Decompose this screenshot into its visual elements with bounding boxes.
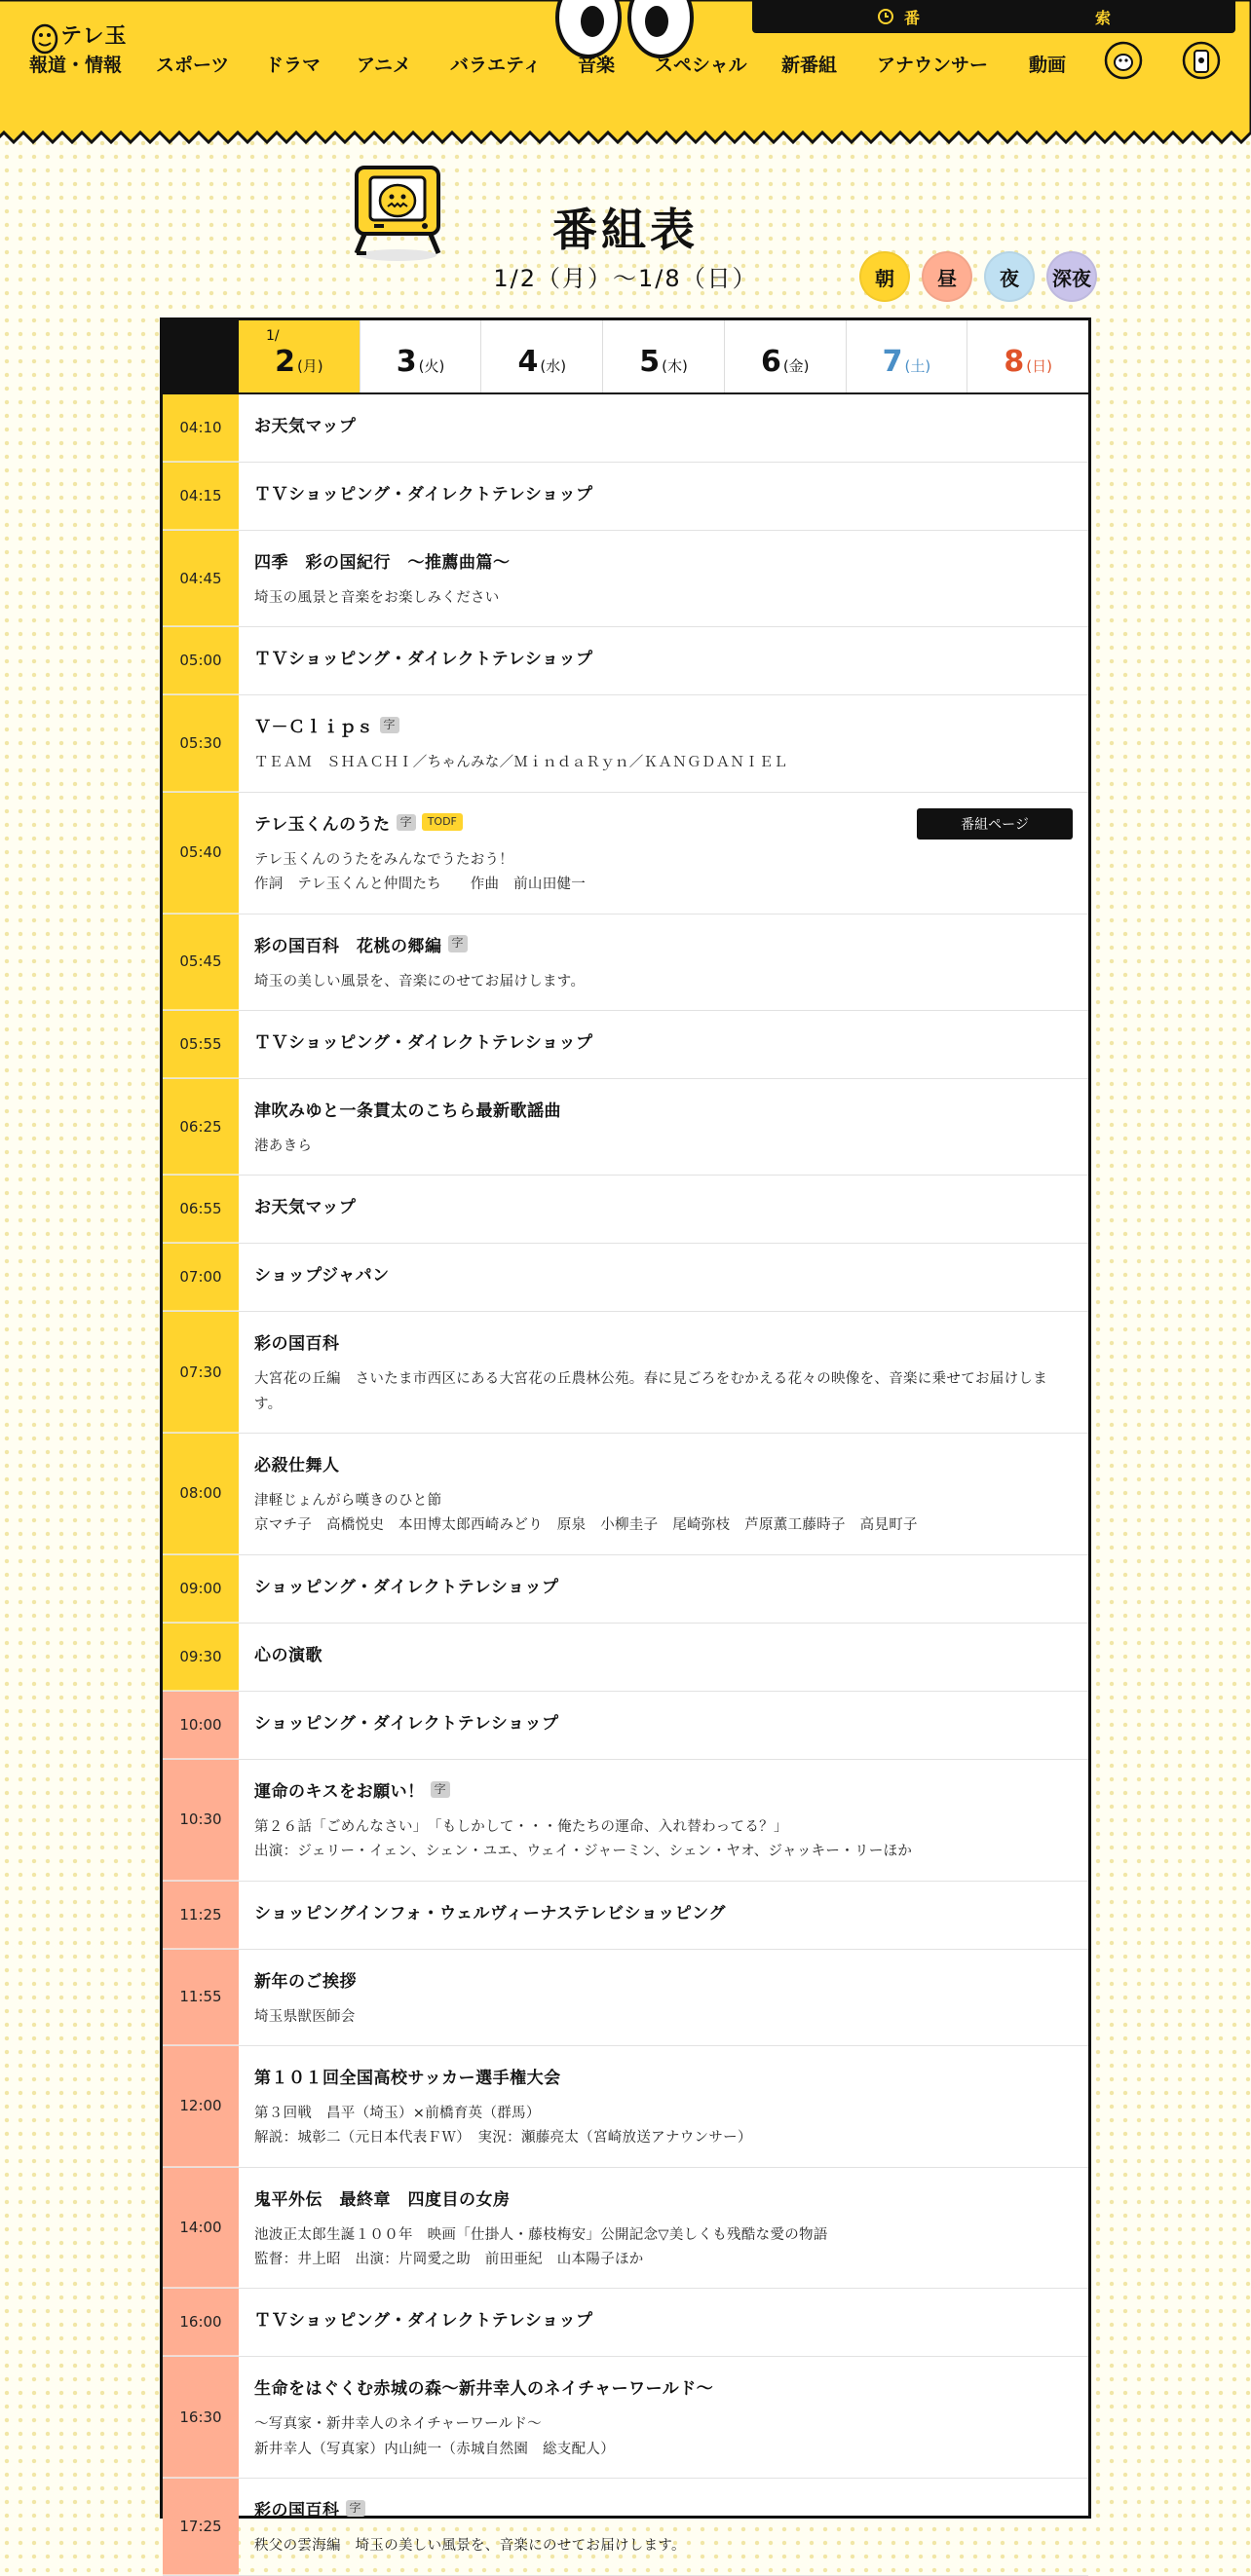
nav-special[interactable]: スペシャル: [655, 55, 747, 76]
program-body: [239, 1244, 1088, 1311]
program-row[interactable]: [163, 1244, 1088, 1312]
day-number: 3: [396, 345, 417, 379]
program-title-line: [254, 1641, 1073, 1665]
program-row[interactable]: [163, 2357, 1088, 2479]
day-weekday: (火): [418, 357, 445, 375]
program-body: [239, 1312, 1088, 1433]
program-title[interactable]: 津吹みゆと一条貫太のこちら最新歌謡曲: [254, 1101, 561, 1121]
day-number: 7: [882, 345, 903, 379]
program-time: 11:25: [163, 1882, 239, 1949]
program-description-line: 埼玉の風景と音楽をお楽しみください: [254, 590, 500, 606]
program-description: [254, 2102, 1073, 2151]
program-description-line: 監督：井上昭 出演：片岡愛之助 前田亜紀 山本陽子ほか: [254, 2252, 644, 2267]
program-description-line: ～写真家・新井幸人のネイチャーワールド～: [254, 2416, 542, 2433]
program-description: [254, 1135, 1073, 1159]
utility-bar: [752, 0, 1235, 33]
program-description-line: 解説：城彰二（元日本代表ＦＷ） 実況：瀬藤亮太（宮崎放送アナウンサー）: [254, 2130, 752, 2147]
mascot-badge-icon[interactable]: [1102, 39, 1145, 82]
program-row[interactable]: [163, 1624, 1088, 1692]
day-tab-6[interactable]: [724, 320, 846, 392]
program-title-line: [254, 1573, 1073, 1597]
nav-announcers[interactable]: アナウンサー: [877, 55, 989, 76]
schedule-link[interactable]: [877, 6, 920, 28]
logo-text: テレ玉: [60, 24, 128, 49]
program-description: [254, 1815, 1073, 1865]
day-weekday: (木): [662, 357, 688, 375]
program-description-line: 第３回戦 昌平（埼玉）×前橋育英（群馬）: [254, 2105, 541, 2121]
program-description-line: ＴＥＡＭ ＳＨＡＣＨＩ／ちゃんみな／ＭｉｎｄａＲｙｎ／ＫＡＮＧＤＡＮＩＥＬ: [254, 755, 788, 771]
program-row[interactable]: [163, 627, 1088, 695]
page-title: 番組表: [552, 204, 699, 256]
program-time: 10:30: [163, 1760, 239, 1881]
program-body: [239, 1079, 1088, 1175]
program-description-line: 大宮花の丘編 さいたま市西区にある大宮花の丘農林公苑。春に見ごろをむかえる花々の映像を、音楽に乗せてお届けします。: [254, 1371, 1047, 1412]
program-row[interactable]: [163, 793, 1088, 915]
program-body: [239, 1011, 1088, 1078]
program-description-line: 出演：ジェリー・イェン、シェン・ユエ、ウェイ・ジャーミン、シェン・ヤオ、ジャッキー・リーほか: [254, 1844, 913, 1860]
program-title-line: [254, 1261, 1073, 1286]
program-title-line: [254, 713, 1073, 737]
program-row[interactable]: [163, 1079, 1088, 1176]
program-body: [239, 531, 1088, 626]
program-description: [254, 970, 1073, 994]
program-title-line: [254, 2374, 1073, 2399]
main-nav: [0, 51, 1251, 86]
program-row[interactable]: [163, 2289, 1088, 2357]
site-header: [0, 0, 1251, 146]
program-title[interactable]: 彩の国百科: [254, 2501, 340, 2521]
subtitle-badge: 字: [431, 1781, 450, 1798]
program-description: [254, 751, 1073, 775]
program-title-line: [254, 1967, 1073, 1992]
program-title[interactable]: 心の演歌: [254, 1645, 322, 1665]
program-description-line: 埼玉県獣医師会: [254, 2008, 356, 2025]
day-weekday: (金): [782, 357, 810, 375]
program-body: [239, 1176, 1088, 1243]
program-description: [254, 586, 1073, 611]
subtitle-badge: 字: [448, 935, 468, 952]
program-time: 05:55: [163, 1011, 239, 1078]
program-title-line: [254, 480, 1073, 504]
program-title[interactable]: お天気マップ: [254, 417, 357, 436]
period-daytime-button[interactable]: 昼: [922, 251, 972, 302]
program-body: [239, 1624, 1088, 1691]
program-description: [254, 848, 1073, 898]
period-late-night-button[interactable]: 深夜: [1046, 251, 1097, 302]
day-month: 1/: [266, 328, 280, 344]
program-row[interactable]: [163, 1950, 1088, 2046]
program-time: 09:00: [163, 1555, 239, 1623]
program-description-line: 第２６話「ごめんなさい」 「もしかして・・・俺たちの運命、入れ替わってる？」: [254, 1818, 788, 1835]
program-title[interactable]: ショップジャパン: [254, 1266, 390, 1287]
program-row[interactable]: [163, 1434, 1088, 1555]
program-title[interactable]: 運命のキスをお願い！: [254, 1781, 425, 1802]
program-time: 06:25: [163, 1079, 239, 1175]
period-morning-button[interactable]: 朝: [859, 251, 910, 302]
program-title[interactable]: 第１０１回全国高校サッカー選手権大会: [254, 2068, 561, 2088]
program-title[interactable]: ＴＶショッピング・ダイレクトテレショップ: [254, 650, 593, 670]
program-time: 04:15: [163, 463, 239, 530]
day-tab-4[interactable]: [480, 320, 602, 392]
program-title[interactable]: ＴＶショッピング・ダイレクトテレショップ: [254, 2311, 593, 2332]
program-body: [239, 915, 1088, 1010]
day-number: 2: [275, 345, 295, 379]
program-description: [254, 2534, 1073, 2558]
nav-news[interactable]: 報道・情報: [29, 55, 123, 76]
program-time: 14:00: [163, 2168, 239, 2289]
program-time: 11:55: [163, 1950, 239, 2045]
program-time: 17:25: [163, 2479, 239, 2574]
program-title-line: [254, 1193, 1073, 1217]
program-time: 16:30: [163, 2357, 239, 2478]
day-tab-5[interactable]: [602, 320, 724, 392]
program-description-line: 新井幸人（写真家）内山純一（赤城自然園 総支配人）: [254, 2441, 615, 2457]
nav-video[interactable]: 動画: [1029, 55, 1067, 76]
program-row[interactable]: [163, 1555, 1088, 1624]
program-description: [254, 2005, 1073, 2030]
program-time: 12:00: [163, 2046, 239, 2167]
program-row[interactable]: [163, 2046, 1088, 2168]
program-description: [254, 1367, 1073, 1417]
program-row[interactable]: [163, 1882, 1088, 1950]
program-description: [254, 2223, 1073, 2273]
program-body: [239, 463, 1088, 530]
nav-anime[interactable]: アニメ: [357, 55, 412, 76]
date-range: 1/2（月）〜1/8（日）: [493, 265, 758, 292]
program-time: 06:55: [163, 1176, 239, 1243]
program-row[interactable]: [163, 531, 1088, 627]
program-title[interactable]: 必殺仕舞人: [254, 1456, 340, 1475]
program-time: 05:30: [163, 695, 239, 791]
schedule-link-label: 番: [903, 8, 920, 27]
day-tabs-corner: [163, 320, 239, 392]
day-tab-3[interactable]: [360, 320, 481, 392]
program-time: 07:30: [163, 1312, 239, 1433]
subtitle-badge: 字: [346, 2500, 365, 2517]
program-body: [239, 2046, 1088, 2167]
todf-badge: TODF: [422, 813, 463, 831]
program-title-line: [254, 1329, 1073, 1354]
program-time: 04:45: [163, 531, 239, 626]
program-time: 05:00: [163, 627, 239, 694]
program-title[interactable]: 新年のご挨拶: [254, 1971, 357, 1992]
program-time: 16:00: [163, 2289, 239, 2356]
search-link-label: 索: [1095, 8, 1112, 27]
day-weekday: (月): [296, 357, 323, 375]
program-body: [239, 2289, 1088, 2356]
program-time: 09:30: [163, 1624, 239, 1691]
program-title-line: [254, 645, 1073, 669]
mascot-eyes-icon: [551, 0, 698, 58]
day-number: 5: [639, 345, 661, 379]
program-title[interactable]: ショッピング・ダイレクトテレショップ: [254, 1577, 559, 1597]
search-link[interactable]: [1095, 6, 1111, 28]
program-title[interactable]: 彩の国百科 花桃の郷編: [254, 936, 442, 956]
program-title[interactable]: Ｖ－Ｃｌｉｐｓ: [254, 718, 374, 738]
program-body: [239, 394, 1088, 462]
nav-sports[interactable]: スポーツ: [156, 55, 230, 76]
program-list: [163, 394, 1088, 2576]
program-row[interactable]: [163, 915, 1088, 1011]
program-title[interactable]: 彩の国百科: [254, 1334, 340, 1355]
period-night-button[interactable]: 夜: [984, 251, 1035, 302]
program-row[interactable]: [163, 463, 1088, 531]
program-title-line: [254, 932, 1073, 956]
app-badge-icon[interactable]: [1180, 39, 1223, 82]
program-body: [239, 1692, 1088, 1759]
program-title[interactable]: ＴＶショッピング・ダイレクトテレショップ: [254, 1032, 593, 1053]
program-title[interactable]: ＴＶショッピング・ダイレクトテレショップ: [254, 485, 593, 504]
nav-music[interactable]: 音楽: [578, 55, 616, 76]
program-time: 07:00: [163, 1244, 239, 1311]
day-tab-2[interactable]: [239, 320, 360, 392]
program-body: [239, 1950, 1088, 2045]
program-title[interactable]: 生命をはぐくむ赤城の森～新井幸人のネイチャーワールド～: [254, 2379, 714, 2400]
program-title-line: [254, 1028, 1073, 1053]
nav-variety[interactable]: バラエティ: [450, 55, 542, 76]
program-description-line: 作詞 テレ玉くんと仲間たち 作曲 前山田健一: [254, 877, 587, 893]
program-body: [239, 627, 1088, 694]
program-description: [254, 1489, 1073, 1539]
program-row[interactable]: [163, 1011, 1088, 1079]
program-body: [239, 1434, 1088, 1554]
day-weekday: (日): [1026, 357, 1052, 375]
program-description-line: テレ玉くんのうたをみんなでうたおう！: [254, 851, 514, 868]
program-row[interactable]: [163, 2168, 1088, 2290]
day-tab-7[interactable]: [846, 320, 967, 392]
program-title-line: [254, 1709, 1073, 1734]
schedule-table: [160, 317, 1091, 2555]
program-body: [239, 695, 1088, 791]
program-description-line: 池波正太郎生誕１００年 映画「仕掛人・藤枝梅安」公開記念▽美しくも残酷な愛の物語: [254, 2226, 828, 2243]
program-title-line: [254, 1097, 1073, 1121]
day-weekday: (水): [540, 357, 567, 375]
program-row[interactable]: [163, 394, 1088, 463]
program-body: [239, 1760, 1088, 1881]
program-title-line: [254, 1777, 1073, 1802]
program-body: [239, 2357, 1088, 2478]
program-title[interactable]: 鬼平外伝 最終章 四度目の女房: [254, 2189, 511, 2210]
program-title-line: [254, 1451, 1073, 1475]
program-row[interactable]: [163, 695, 1088, 792]
program-description-line: 津軽じょんがら嘆きのひと節: [254, 1493, 442, 1509]
program-time: 10:00: [163, 1692, 239, 1759]
program-description: [254, 2412, 1073, 2462]
program-title-line: [254, 412, 1073, 436]
program-row[interactable]: [163, 1312, 1088, 1434]
program-time: 08:00: [163, 1434, 239, 1554]
program-time: 05:45: [163, 915, 239, 1010]
period-selector: [859, 251, 1097, 302]
program-row[interactable]: [163, 1176, 1088, 1244]
program-description-line: 港あきら: [254, 1138, 313, 1154]
program-title[interactable]: 四季 彩の国紀行 ～推薦曲篇～: [254, 553, 511, 573]
program-title-line: [254, 2185, 1073, 2210]
program-time: 05:40: [163, 793, 239, 914]
program-title[interactable]: テレ玉くんのうた: [254, 814, 391, 835]
subtitle-badge: 字: [380, 717, 399, 733]
subtitle-badge: 字: [397, 814, 416, 831]
program-title[interactable]: ショッピング・ダイレクトテレショップ: [254, 1713, 559, 1734]
program-title-line: [254, 548, 1073, 573]
program-body: [239, 1555, 1088, 1623]
program-body: [239, 1882, 1088, 1949]
program-row[interactable]: [163, 1692, 1088, 1760]
program-description-line: 京マチ子 高橋悦史 本田博太郎西崎みどり 原泉 小柳圭子 尾崎弥枝 芦原薫工藤時子 高見町子: [254, 1517, 918, 1534]
program-body: [239, 2168, 1088, 2289]
day-number: 4: [517, 345, 539, 379]
clock-icon: [877, 8, 894, 25]
program-description-line: 埼玉の美しい風景を、音楽にのせてお届けします。: [254, 973, 586, 989]
program-title[interactable]: お天気マップ: [254, 1198, 357, 1218]
day-number: 6: [760, 345, 781, 379]
program-title-line: [254, 2496, 1073, 2520]
nav-new-programs[interactable]: 新番組: [781, 55, 838, 76]
program-title[interactable]: ショッピングインフォ・ウェルヴィーナステレビショッピング: [254, 1903, 726, 1923]
program-title-line: [254, 2306, 1073, 2331]
program-title-line: [254, 1899, 1073, 1923]
program-title-line: [254, 2064, 1073, 2088]
program-body: [239, 2479, 1088, 2574]
program-body: [239, 793, 1088, 914]
program-row[interactable]: [163, 2479, 1088, 2575]
day-weekday: (土): [904, 357, 931, 375]
day-number: 8: [1004, 345, 1025, 379]
program-row[interactable]: [163, 1760, 1088, 1882]
nav-drama[interactable]: ドラマ: [265, 55, 322, 76]
day-tabs: [163, 320, 1088, 394]
program-page-button[interactable]: 番組ページ: [917, 808, 1073, 840]
program-description-line: 秩父の雲海編 埼玉の美しい風景を、音楽にのせてお届けします。: [254, 2538, 686, 2555]
day-tab-8[interactable]: [967, 320, 1088, 392]
program-time: 04:10: [163, 394, 239, 462]
